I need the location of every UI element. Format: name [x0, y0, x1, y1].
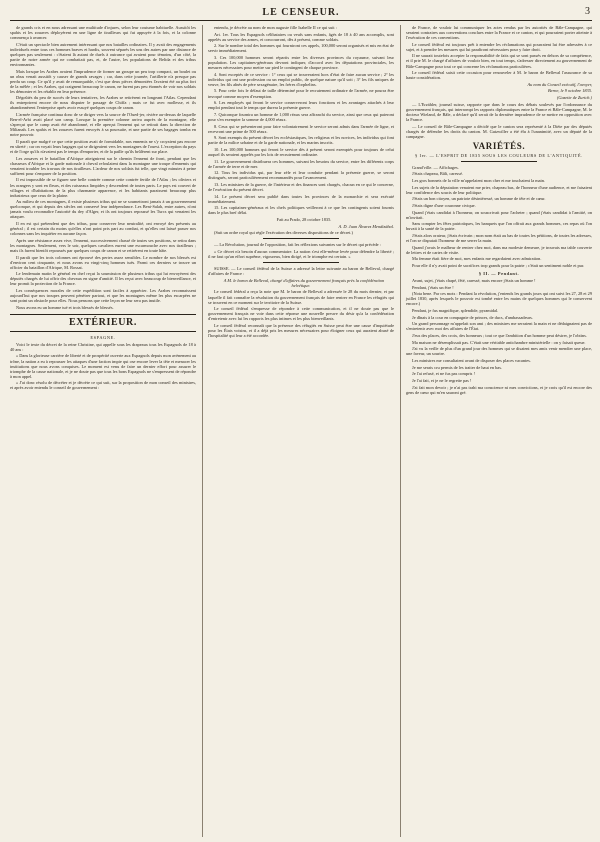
paragraph: — Le conseil de Bâle-Campagne a décidé que le canton sera représenté à la Diète par des députés chargés de défendre les droits du canton. M. Gutzwiller a été élu à l'unanimité, avec un député de la campagne.	[406, 123, 592, 139]
paragraph: Le conseil fédéral s'empresse de répondre à cette communication, et il ne doute pas que le gouvernement français ne voie dans cette réponse une nouvelle preuve du désir qu'a la confédération d'entretenir avec lui les rapports les plus intimes et les plus bienveillants.	[208, 306, 394, 322]
paragraph: J'étais chapeau, Bâli, caressé.	[412, 171, 463, 177]
paragraph: — La Révolution, journal de l'opposition, fait les réflexions suivantes sur le décret qui précède :	[214, 242, 381, 248]
source-credit: (Gazette de Zurich.)	[556, 95, 592, 101]
paragraph: « J'ai donc résolu de décréter et je décrète ce qui suit, sur la proposition de mon conseil des ministres, et après avoir entendu le conseil de gouvernement :	[10, 380, 196, 391]
paragraph: Le conseil fédéral a reçu la note que M. le baron de Belleval a adressée le 28 du mois dernier, et par laquelle il fait connaître la résolution du gouvernement français de faire rentrer en France les réfugiés qui se trouvent en ce moment sur le territoire de la Suisse.	[208, 289, 394, 305]
paragraph: Pendant, j'étais un être !	[412, 284, 454, 290]
paragraph: SUISSE. — Le conseil fédéral de la Suisse a adressé la lettre suivante au baron de Belleval, chargé d'affaires de France :	[208, 266, 394, 277]
paragraph: Dégoûtés du peu de succès de leurs tentatives, les Arabes se retirèrent en longeant l'Atlas. Cependant ils entreprirent encore de nous disputer le passage de Chiffa ; mais ce fut avec mollesse, et ils abandonnèrent l'entreprise après avoir essuyé quelques coups de canon.	[10, 95, 196, 111]
paragraph: Pendant, je fus magnifique, splendide, pyramidal.	[412, 308, 499, 314]
divider	[461, 161, 537, 162]
paragraph: « Dans la glorieuse carrière de liberté et de prospérité ouverte aux Espagnols depuis mon avènement au trône, la nation a eu à repousser les attaques d'une faction impie qui ose encore lever la tête et menacer les institutions que nous avons conquises. Le moment est venu de faire un dernier effort pour assurer le triomphe de la cause nationale, et je ne doute pas que tous les bons Espagnols ne s'empressent de répondre à mon appel.	[10, 353, 196, 379]
paragraph: Avant, sujet, j'étais chapé, fêté, caressé, mais encore j'étais un homme !	[412, 278, 536, 284]
varietes-subtitle: § Ier. — L'ESPRIT DE 1835 SOUS LES COULEURS DE L'ANTIQUITÉ.	[415, 152, 583, 158]
paragraph: 13. Les ministres de la guerre, de l'intérieur et des finances sont chargés, chacun en ce qui le concerne, de l'exécution du présent décret.	[208, 181, 394, 193]
paragraph: 6. Les employés qui feront le service conserveront leurs fonctions et les avantages attachés à leur emploi pendant tout le temps que durera la présente guerre.	[208, 100, 394, 111]
paragraph: Quand j'avais le malheur de rentrer chez moi, dans ma modeste demeure, je trouvais ma table couverte de lettres et de cartes de visite.	[406, 244, 592, 255]
paragraph: Il en est qui prétendent que des tribus, pour conserver leur neutralité, ont envoyé des présents au général ; il est certain du moins qu'elles n'ont point pris part au combat, et qu'elles ont laissé passer nos colonnes sans les inquiéter en aucune façon.	[10, 221, 196, 237]
article-columns	[10, 25, 592, 837]
newspaper-title: LE CENSEUR.	[262, 7, 340, 18]
paragraph: J'étais alors orateur, j'étais écrivain ; mon nom était au bas de toutes les pétitions, de toutes les adresses, et l'on se disputait l'honneur de me serrer la main.	[406, 233, 592, 244]
paragraph: Les gros bonnets de la ville m'appelaient mon cher et me touchaient la main.	[412, 178, 545, 184]
paragraph: entendu, je décrète au nom de mon auguste fille Isabelle II ce qui suit :	[214, 25, 337, 30]
paragraph: Après une résistance assez vive, l'ennemi, successivement chassé de toutes ses positions, se retira dans les montagnes. Seulement, vers le soir, quelques cavaliers eurent une escarmouche avec nos tirailleurs ; mais ils furent bientôt repoussés par quelques coups de canon et se retirèrent en toute hâte.	[10, 237, 196, 253]
paragraph: Les conséquences morales de cette expédition sont faciles à apprécier. Les Arabes reconnaissent aujourd'hui que nos troupes peuvent pénétrer partout, et que les montagnes même les plus escarpées ne sont point un obstacle pour elles. Nous pensons que cette leçon ne leur sera pas inutile.	[10, 287, 196, 304]
paragraph: J'eus des places, des croix, des honneurs ; tout ce que l'ambition d'un homme peut désirer, je l'obtins.	[412, 333, 587, 339]
column-2	[202, 25, 394, 837]
paragraph: 9. Sont exempts du présent décret les ecclésiastiques, les religieux et les novices, les individus qui font partie de la milice urbaine et de la garde nationale, et les marins inscrits.	[208, 135, 394, 146]
paragraph: 11. Le gouvernement distribuera ces hommes, suivant les besoins du service, entre les différents corps de l'armée de terre et de mer.	[208, 158, 394, 169]
section-heading-varietes: VARIÉTÉS.	[472, 140, 526, 151]
paragraph: J'étais digne d'une couronne civique.	[412, 202, 476, 208]
paragraph: Il ne saurait toutefois accepter la responsabilité de faits qui se sont passés en dehors de sa compétence, et il prie M. le chargé d'affaires de vouloir bien, en tout temps, s'adresser directement au gouvernement de Bâle-Campagne pour tout ce qui concerne les réclamations particulières.	[406, 53, 592, 69]
paragraph: Il paraît que les trois colonnes ont éprouvé des pertes assez sensibles. Le nombre de nos blessés est d'environ cent cinquante, et nous avons eu vingt-cinq hommes tués. Parmi ces derniers se trouve un officier du bataillon d'Afrique, M. Rossat.	[10, 254, 196, 270]
paragraph: Le conseil fédéral saisit cette occasion pour renouveler à M. le baron de Belleval l'assurance de sa haute considération.	[406, 70, 592, 81]
paragraph: J'étais un bon citoyen, un patriote désintéressé, un homme de tête et de cœur.	[412, 196, 546, 202]
paragraph: Je l'ai fait, et je ne le regrette pas !	[412, 377, 472, 383]
paragraph: — L'Erzähler, journal suisse, rapporte que dans le cours des débats soulevés par l'ordonnance du gouvernement français, qui interrompt les rapports diplomatiques entre la France et Bâle-Campagne, M. le docteur Wieland, de Bâle, a déclaré qu'il serait de la dernière imprudence de se mettre en opposition avec la France.	[406, 101, 592, 122]
divider	[263, 238, 339, 239]
paragraph: (Suit un ordre royal qui règle l'exécution des diverses dispositions de ce décret.)	[214, 230, 353, 236]
paragraph: Je me serais cru permis de les traiter de haut en bas.	[412, 364, 502, 370]
paragraph: J'ai fait mon devoir ; je n'ai pas trahi ma conscience ni mes convictions, et je crois qu'il est encore des gens de cœur qui m'en sauront gré.	[406, 384, 592, 395]
paragraph: Le conseil fédéral est toujours prêt à entendre les réclamations qui pourraient lui être adressées à ce sujet, et à prendre les mesures qui lui paraîtront nécessaires pour y faire droit.	[406, 41, 592, 52]
paragraph: Ma femme était fière de moi, mes enfants me regardaient avec admiration.	[412, 256, 542, 262]
paragraph: L'armée française continua donc de se diriger vers la source de l'Oued-jer, rivière au-dessus de laquelle Ben-el-Arbi avait placé son camp. Lorsque la première colonne arriva auprès de la montagne, elle s'aperçut que le camp avait été abandonné, et elle aperçut l'ennemi qui se retirait dans la direction de Milianah. Les spahis et les zouaves furent envoyés à sa poursuite, et une partie de ses bagages tomba en notre pouvoir.	[10, 112, 196, 138]
paragraph: 4. Sont exceptés de ce service : 1° ceux qui se trouveraient hors d'état de faire aucun service ; 2° les individus qui ont une profession ou un emploi public, de quelque nature qu'il soit ; 3° les fils uniques de veuve, les fils aînés de père sexagénaire, les frères d'orphelins.	[208, 71, 394, 87]
paragraph: 14. Le présent décret sera publié dans toutes les provinces de la monarchie et sera exécuté immédiatement.	[208, 193, 394, 204]
column-3	[400, 25, 592, 837]
paragraph: Mais lorsque les Arabes avaient l'imprudence de former un groupe un peu trop compact, un boulet ou un obus venait aussitôt y causer de grands ravages ; car, dans cette journée, l'artillerie n'a presque pas perdu un coup. Ce qu'il y avait de remarquable, c'est que deux pièces démontées l'avaient été au plus fort de la mêlée ; et les Arabes, qui craignent beaucoup le canon, ne furent pas peu étonnés de voir nos soldats les démonter et les rétablir en leur présence.	[10, 68, 196, 94]
paragraph: 3. Ces 100,000 hommes seront répartis entre les diverses provinces du royaume, suivant leur population. Les capitaines-généraux devront indiquer, d'accord avec les députations provinciales, les mesures nécessaires pour mettre sur pied le contingent de chaque province.	[208, 55, 394, 71]
column-1	[10, 25, 196, 837]
paragraph: de France, de vouloir lui communiquer les actes rendus par les autorités de Bâle-Campagne, qui seraient contraires aux conventions conclues entre la France et ce canton, et qui pourraient porter atteinte à l'exécution de ces conventions.	[406, 25, 592, 41]
paragraph: Je dînais à la cour en compagnie de princes, de ducs, d'ambassadeurs.	[412, 314, 533, 320]
signature-line: Au nom du Conseil exécutif, l'avoyer,	[527, 81, 592, 87]
paragraph: Les sujets de la députation venaient me prier, chapeau bas, de l'honneur d'une audience, et me faisaient leur confidence des soucis de leur politique.	[406, 184, 592, 195]
paragraph: Les ministres me consultaient avant de disposer des places vacantes.	[412, 358, 531, 364]
paragraph: Le lendemain matin le général en chef reçut la soumission de plusieurs tribus qui lui envoyèrent des députés chargés de lui offrir des chevaux en signe d'amitié. Il les reçut avec beaucoup de bienveillance, et leur promit la protection de la France.	[10, 271, 196, 287]
paragraph: Pour elle il n'y avait point de sacrifices trop grands pour la patrie ; c'était un sentiment noble et pur.	[412, 263, 585, 269]
paragraph: Voici le texte du décret de la reine Christine, qui appelle sous les drapeaux tous les Espagnols de 18 à 40 ans :	[10, 341, 196, 352]
decree-signature: A. D. Juan Álvarez Mendizábal.	[338, 223, 394, 229]
subsection-heading-espagne: ESPAGNE.	[90, 334, 116, 340]
paragraph: 5. Pour cette fois le défaut de taille déterminé pour le recrutement ordinaire de l'armée, ne pourra être invoqué comme moyen d'exemption.	[208, 88, 394, 99]
paragraph: Un grand personnage m'appelait son ami ; des ministres me serraient la main et ne dédaignaient pas de s'entretenir avec moi des affaires de l'État.	[406, 321, 592, 332]
paragraph: de grands cris et en nous adressant une multitude d'injures, selon leur coutume habituelle. Aussitôt les spahis et les zouaves déployèrent en une ligne de tirailleurs qui fut appuyée à la fois, et la colonne commença à avancer.	[10, 25, 196, 41]
paragraph: C'était un spectacle bien autrement intéressant que nos batailles ordinaires. Il y avait des engagements individuels entre tous ces hommes braves et hardis, souvent séparés les uns des autres par une distance de quelques pas seulement : c'étaient là autant de duels à outrance qui avaient pour témoins, d'un côté, la partie de notre armée qui ne combattait pas, et, de l'autre, les populations de Belida et des tribus environnantes.	[10, 41, 196, 67]
paragraph: 2. Sur le nombre total des hommes qui fourniront ces appels, 100,000 seront organisés et mis en état de servir immédiatement.	[208, 43, 394, 54]
paragraph: 7. Quiconque fournira un homme de 1,000 réaux sera affranchi du service, ainsi que ceux qui paieront pour s'en exempter la somme de 4,000 réaux.	[208, 111, 394, 122]
paragraph: Art. 1er. Tous les Espagnols célibataires ou veufs sans enfants, âgés de 18 à 40 ans accomplis, sont appelés au service des armes, et concourront, dès à présent, comme soldats.	[208, 31, 394, 42]
signature-date: Berne, le 9 octobre 1835.	[548, 88, 592, 94]
page-header	[10, 6, 592, 21]
paragraph: 12. Tous les individus qui, par leur zèle et leur conduite pendant la présente guerre, se seront distingués, seront particulièrement recommandés pour l'avancement.	[208, 170, 394, 181]
section-heading-pendant: § II. — Pendant.	[478, 271, 520, 277]
letter-address: A M. le baron de Belleval, chargé d'affaires du gouvernement français près la confédération helvétique.	[223, 277, 385, 288]
paragraph: Ma maison ne désemplissait pas. C'était une véritable antichambre ministérielle : on y faisait queue.	[412, 339, 586, 345]
paragraph: Il est impossible de se figurer une belle contrée comme cette contrée fertile de l'Atlas ; les oliviers et les orangers y sont en fleurs, et des ruisseaux limpides y descendent de toutes parts. Le pays est couvert de villages et d'habitations de la plus charmante apparence, et les habitants paraissent beaucoup plus industrieux que ceux de la plaine.	[10, 177, 196, 198]
decree-date: Fait au Prado, 28 octobre 1835.	[276, 217, 332, 223]
paragraph: Nous avons eu un homme tué et trois blessés de blessés.	[16, 304, 114, 310]
paragraph: J'ai vu la veille de plus d'un grand jour des hommes qui se disaient mes amis venir mendier une place, une faveur, un sourire.	[406, 346, 592, 357]
paragraph: 15. Les capitaines-généraux et les chefs politiques veilleront à ce que les contingents soient fournis dans le plus bref délai.	[208, 205, 394, 216]
section-heading-exterieur: EXTÉRIEUR.	[10, 314, 196, 332]
paragraph: Sans compter les fêtes patriotiques, les banquets que l'on offrait aux grands hommes, ces repas où l'on buvait à la santé de la patrie.	[406, 221, 592, 232]
paragraph: 8. Ceux qui se présenteront pour faire volontairement le service seront admis dans l'armée de ligne, et recevront une prime de 500 réaux.	[208, 123, 394, 134]
paragraph: « Ce décret n'a besoin d'aucun commentaire. La nation s'est elle-même levée pour défendre la liberté ; il ne faut qu'un effort suprême, vigoureux, bien dirigé, et le triomphe est certain. »	[208, 249, 394, 260]
paragraph: (Nota bene. Par ces mots : Pendant la révolution, j'entends les grands jours qui ont suivi les 27, 28 et 29 juillet 1830, après lesquels le pouvoir est tombé entre les mains de quelques hommes qui le conservent encore.)	[406, 291, 592, 307]
paragraph: Au milieu de ces montagnes, il existe plusieurs tribus qui ne se soumettront jamais à un gouvernement quelconque, et qui depuis des siècles ont conservé leur indépendance. Les Beni-Salah, entre autres, n'ont jamais voulu reconnaître l'autorité du dey d'Alger, et ils ont toujours repoussé les Turcs qui venaient les attaquer.	[10, 199, 196, 220]
paragraph: Les zouaves et le bataillon d'Afrique atteignirent sur le chemin l'ennemi de front, pendant que les chasseurs d'Afrique et la garde nationale à cheval refoulaient dans la montagne une troupe d'ennemis qui venaient troubler les travaux de nos tirailleurs. L'ardeur de nos soldats fut telle, que vingt minutes à peine suffirent pour s'emparer de la position.	[10, 155, 196, 176]
paragraph: 10. Les 100,000 hommes qui feront le service dès à présent seront exemptés pour toujours de celui auquel ils seraient appelés par les lois de recrutement ordinaire.	[208, 146, 394, 157]
paragraph: Le conseil fédéral reconnaît que la présence des réfugiés en Suisse peut être une cause d'inquiétude pour les États voisins, et il a déjà pris les mesures nécessaires pour éloigner ceux qui auraient abusé de l'hospitalité qui leur a été accordée.	[208, 322, 394, 339]
divider	[263, 262, 339, 263]
paragraph: Il paraît que malgré ce que cette position avait de formidable, nos ennemis ne s'y croyaient pas encore en sûreté ; car on voyait leurs bagages qui se dirigeaient vers les montagnes de l'ouest. L'exception du pays et de l'orge qu'ils n'avaient pas le temps d'emporter, et de la paille qu'ils brûlèrent sur place.	[10, 138, 196, 155]
page-number: 3	[585, 6, 590, 17]
paragraph: Grand'ville. — Affichages.	[412, 164, 459, 170]
paragraph: Quand j'étais candidat à l'honneur, on souscrivait pour l'acheter ; quand j'étais candidat à l'amitié, on m'invitait.	[406, 209, 592, 220]
paragraph: Je l'ai refusé, et ne fus pas compris !	[412, 371, 475, 377]
